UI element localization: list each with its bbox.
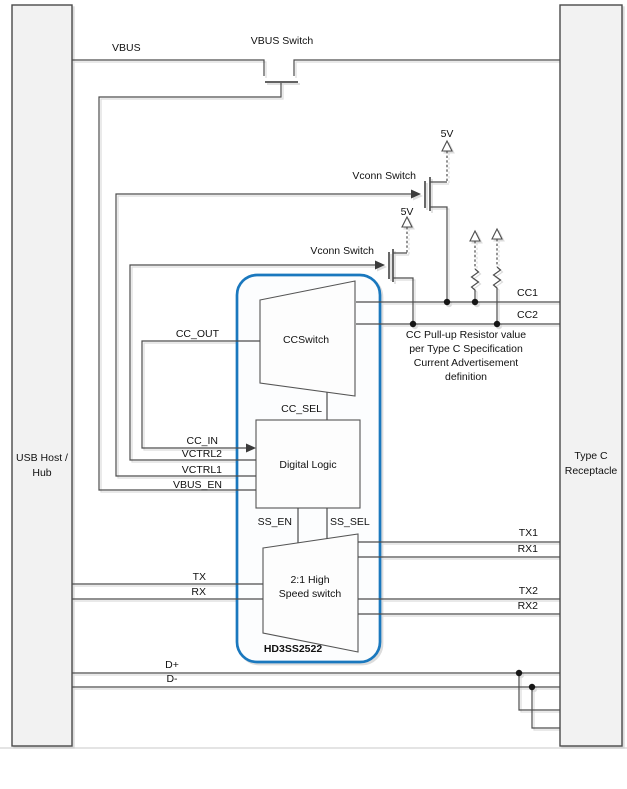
hs-switch-label-line1: 2:1 High [290, 574, 330, 586]
annotation-line: CC Pull-up Resistor value [405, 329, 527, 341]
annotation-line: per Type C Specification [409, 343, 523, 355]
rx2-label: RX2 [517, 600, 538, 612]
rx1-label: RX1 [517, 543, 538, 555]
type-c-receptacle-box [560, 5, 622, 746]
5v-upper-label: 5V [440, 128, 454, 140]
vconn-switch-lower-label: Vconn Switch [310, 245, 374, 257]
usb-host-hub-label-line1: USB Host / [16, 452, 68, 464]
5v-arrow-upper-icon [442, 141, 452, 151]
cc2-label: CC2 [516, 309, 538, 321]
vctrl2-label: VCTRL2 [181, 448, 222, 460]
vbus-wire [72, 60, 560, 76]
annotation-line: definition [444, 371, 488, 383]
usb-host-hub-box [12, 5, 72, 746]
d-plus-wire [72, 673, 560, 710]
type-c-receptacle-label-line1: Type C [574, 450, 608, 462]
tx1-label: TX1 [518, 527, 538, 539]
digital-logic-block-label: Digital Logic [279, 459, 337, 471]
vctrl2-arrowhead-icon [375, 261, 385, 270]
pullup2-arrow-icon [492, 229, 502, 239]
diagram-shapes [12, 5, 622, 746]
type-c-receptacle-label-line2: Receptacle [564, 465, 618, 477]
5v-arrow-lower-icon [402, 217, 412, 227]
junction-dot [516, 670, 522, 676]
cc-out-label: CC_OUT [175, 328, 219, 340]
ss-en-label: SS_EN [257, 516, 292, 528]
annotation-line: Current Advertisement [413, 357, 519, 369]
vbus-en-label: VBUS_EN [172, 479, 222, 491]
ss-sel-label: SS_SEL [330, 516, 370, 528]
junction-dot [529, 684, 535, 690]
vconn-lower-leads [393, 253, 413, 324]
junction-dot [472, 299, 478, 305]
pullup1-arrow-icon [470, 231, 480, 241]
d-minus-wire [72, 687, 560, 728]
pullup1-resistor [472, 269, 479, 302]
usb-host-hub-label-line2: Hub [32, 467, 52, 479]
vctrl1-label: VCTRL1 [181, 464, 222, 476]
tx2-label: TX2 [518, 585, 538, 597]
vconn-switch-upper-label: Vconn Switch [352, 170, 416, 182]
hs-switch-label-line2: Speed switch [278, 588, 342, 600]
pullup2-resistor [494, 267, 501, 324]
cc-switch-block-label: CCSwitch [282, 334, 330, 346]
vconn-upper-leads [430, 182, 447, 302]
cc1-label: CC1 [516, 287, 538, 299]
vbus-switch-label: VBUS Switch [250, 35, 314, 47]
d-plus-label: D+ [165, 659, 179, 671]
junction-dot [410, 321, 416, 327]
cc-sel-label: CC_SEL [281, 403, 322, 415]
rx-label: RX [191, 586, 206, 598]
5v-lower-label: 5V [400, 206, 414, 218]
junction-dot [444, 299, 450, 305]
d-minus-label: D- [166, 673, 178, 685]
tx-label: TX [192, 571, 206, 583]
vctrl1-arrowhead-icon [411, 190, 421, 199]
junction-dot [494, 321, 500, 327]
vbus-label: VBUS [112, 42, 141, 54]
chip-name-label: HD3SS2522 [263, 643, 323, 655]
cc-in-label: CC_IN [186, 435, 218, 447]
